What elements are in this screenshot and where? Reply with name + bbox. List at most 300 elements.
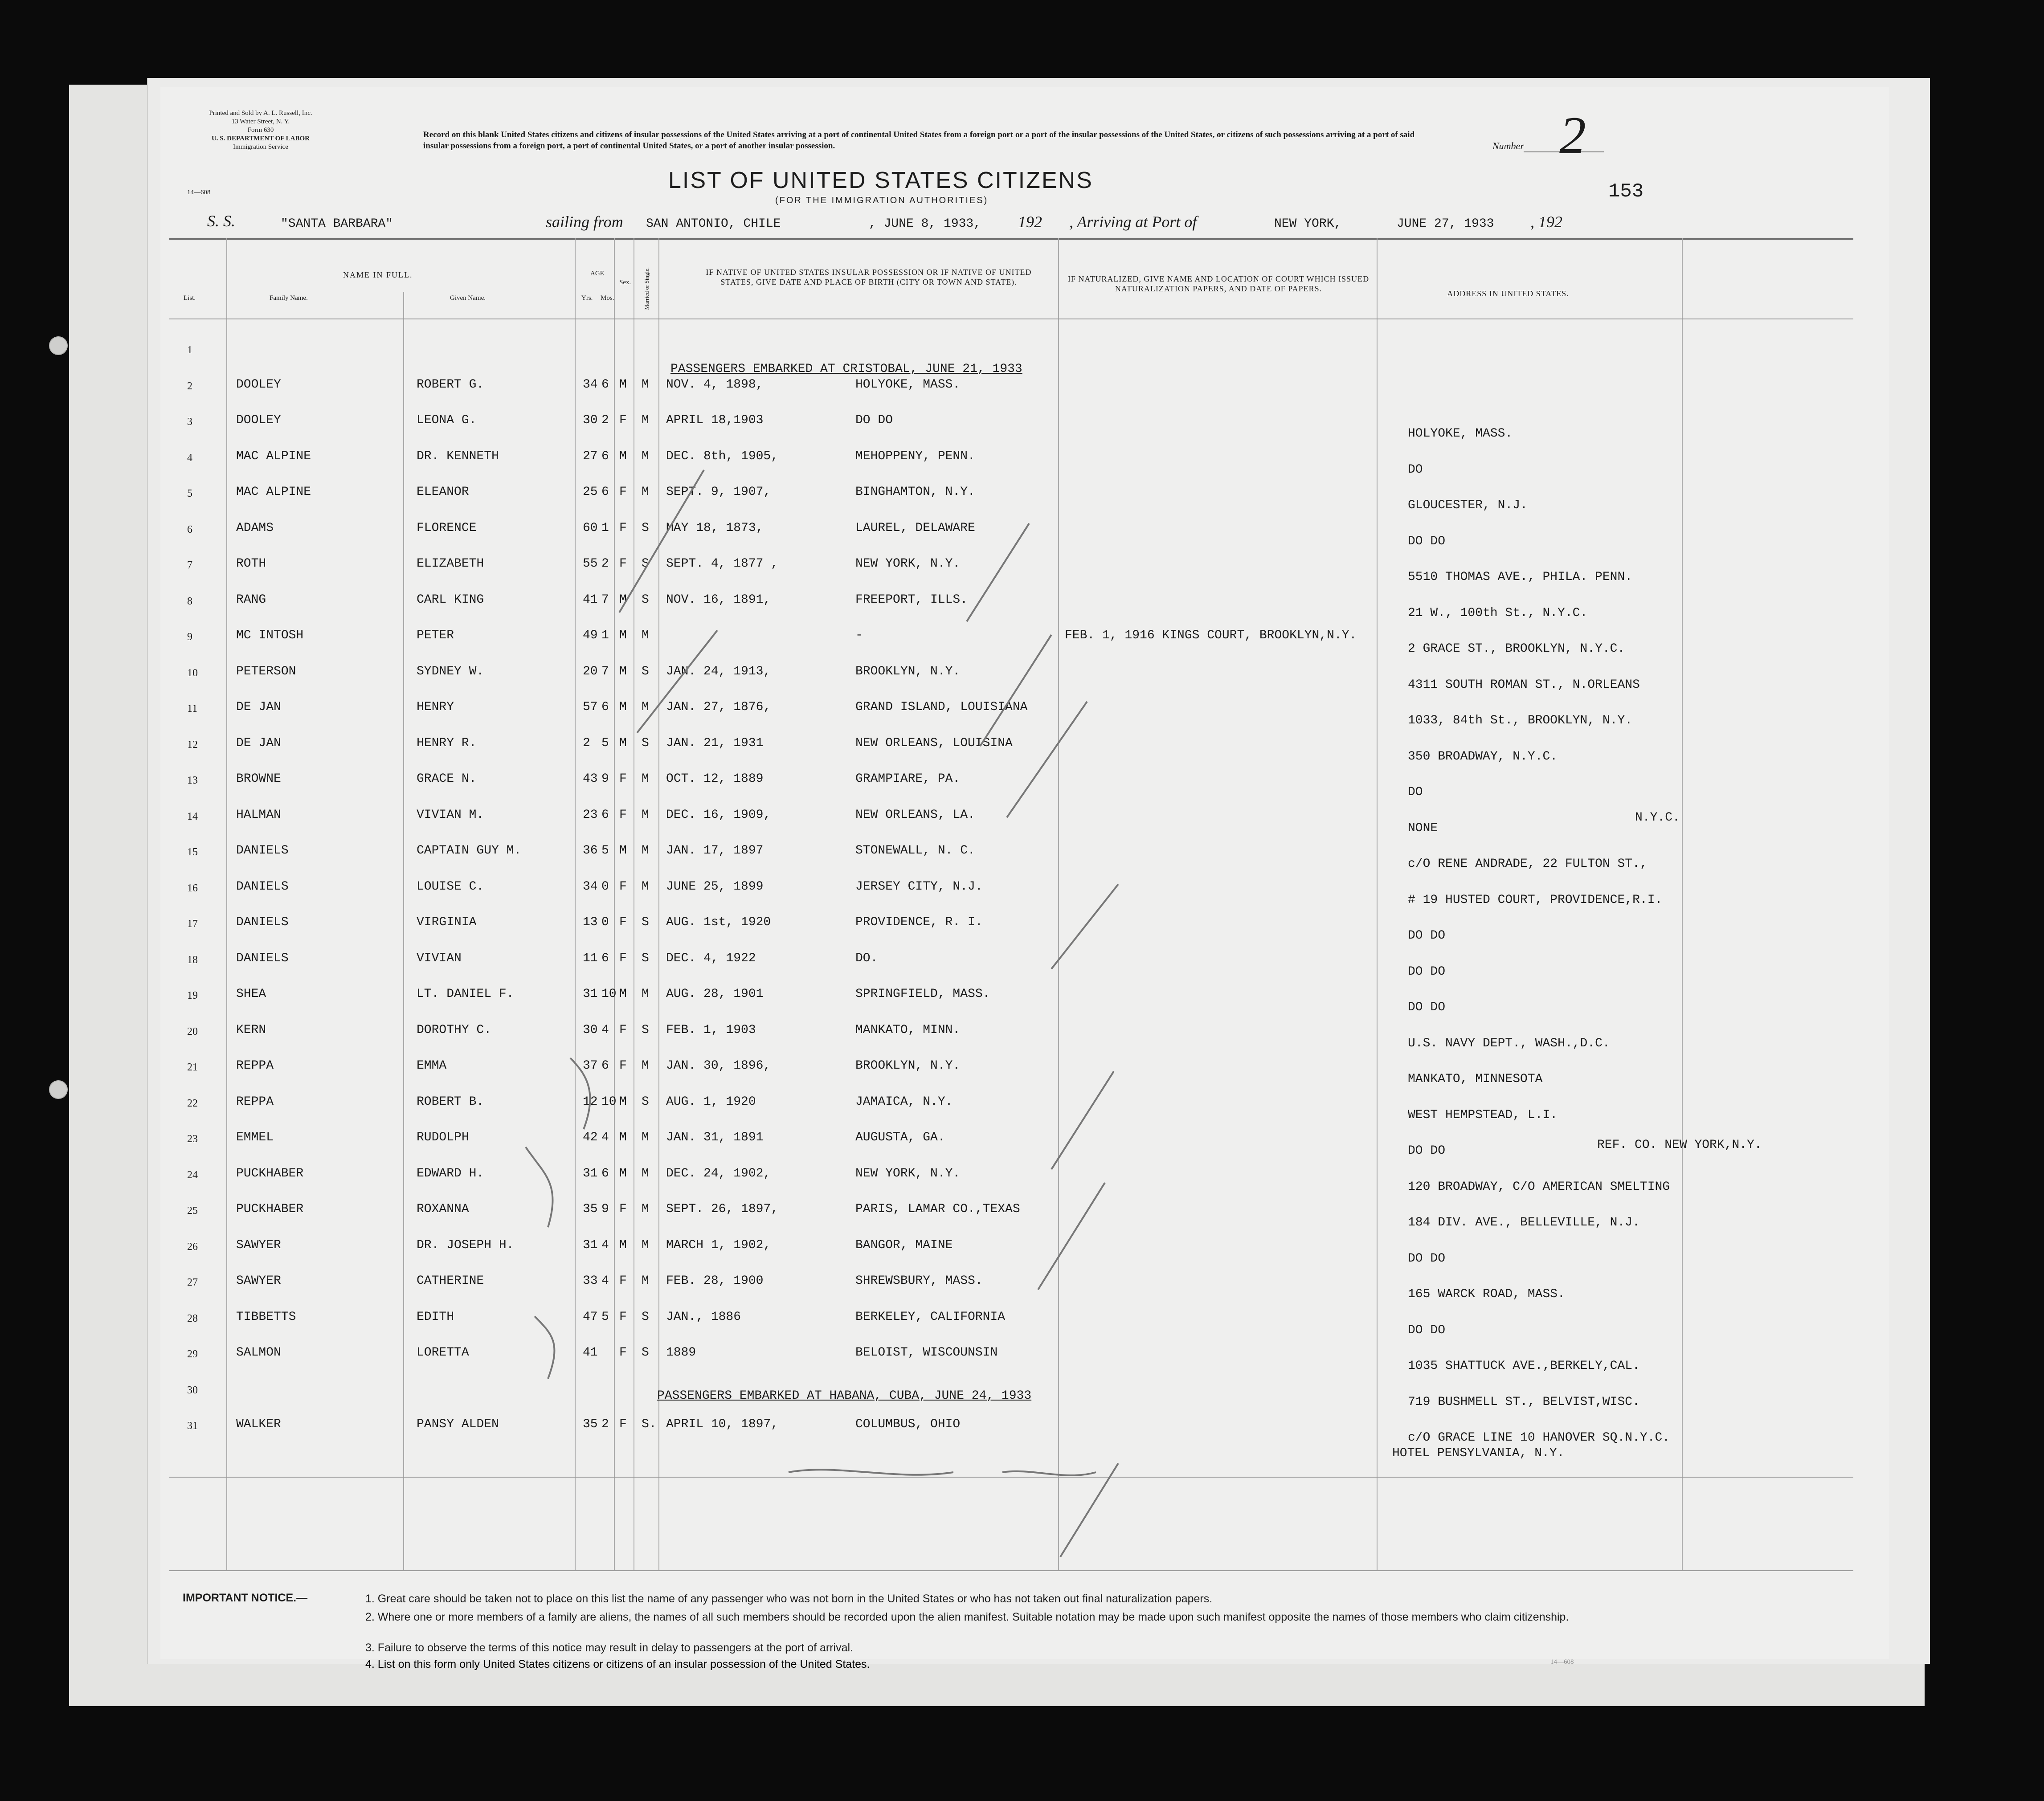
address: 184 DIV. AVE., BELLEVILLE, N.J. [1408,1216,1640,1229]
sex: M [619,987,627,1001]
row-number: 26 [187,1241,198,1253]
naturalization: FEB. 1, 1916 KINGS COURT, BROOKLYN,N.Y. [1065,629,1357,642]
age-months: 2 [601,1417,609,1431]
family-name: PUCKHABER [236,1166,304,1180]
age-years: 41 [583,1346,598,1360]
sex: F [619,1202,627,1216]
birth-place: BINGHAMTON, N.Y. [855,485,975,499]
address: GLOUCESTER, N.J. [1408,498,1528,512]
age-years: 25 [583,485,598,499]
notice-label: IMPORTANT NOTICE.— [183,1592,308,1604]
marital-status: M [642,629,649,642]
sex: F [619,557,627,571]
row-number: 11 [187,703,198,715]
to-date: JUNE 27, 1933 [1397,217,1494,231]
age-months: 10 [601,987,617,1001]
age-years: 31 [583,1166,598,1180]
sex: F [619,485,627,499]
birth-date: FEB. 1, 1903 [666,1023,756,1037]
given-name: HENRY [417,700,454,714]
age-months: 0 [601,915,609,929]
age-months: 5 [601,1310,609,1324]
row-number: 6 [187,523,192,535]
row-number: 29 [187,1348,198,1360]
given-name: EDITH [417,1310,454,1324]
address: 1035 SHATTUCK AVE.,BERKELY,CAL. [1408,1359,1640,1373]
age-years: 23 [583,808,598,822]
number-value: 2 [1559,106,1586,165]
family-name: RANG [236,592,266,607]
age-years: 30 [583,1023,598,1037]
printer-line: Form 630 [247,127,274,134]
header-name-in-full: NAME IN FULL. [343,270,413,279]
birth-date: NOV. 16, 1891, [666,592,771,607]
age-years: 31 [583,1238,598,1252]
birth-place: PROVIDENCE, R. I. [855,915,983,929]
birth-place: AUGUSTA, GA. [855,1131,945,1144]
given-name: ROBERT B. [417,1094,484,1109]
age-months: 6 [601,377,609,392]
row-number: 2 [187,380,192,392]
family-name: MAC ALPINE [236,485,311,499]
age-years: 43 [583,772,598,786]
row-number: 16 [187,882,198,894]
row-number: 30 [187,1384,198,1396]
birth-date: DEC. 16, 1909, [666,808,771,822]
given-name: RUDOLPH [417,1131,469,1144]
age-months: 1 [601,521,609,535]
age-years: 41 [583,592,598,607]
header-mos: Mos. [601,294,614,302]
address: DO DO [1408,1144,1446,1158]
birth-date: FEB. 28, 1900 [666,1274,764,1288]
row-number: 20 [187,1025,198,1037]
age-years: 42 [583,1131,598,1144]
given-name: DR. JOSEPH H. [417,1238,514,1252]
marital-status: M [642,772,649,786]
sex: F [619,1346,627,1360]
address: 120 BROADWAY, C/O AMERICAN SMELTING [1408,1180,1670,1194]
address: DO DO [1408,929,1446,943]
family-name: EMMEL [236,1131,274,1144]
age-months: 6 [601,449,609,463]
row-number: 10 [187,667,198,679]
family-name: DE JAN [236,736,281,750]
birth-place: MANKATO, MINN. [855,1023,961,1037]
given-name: ELEANOR [417,485,469,499]
age-months: 6 [601,1166,609,1180]
age-months: 6 [601,808,609,822]
sex: F [619,772,627,786]
marital-status: S [642,915,649,929]
sex: F [619,951,627,965]
age-years: 34 [583,879,598,894]
birth-place: COLUMBUS, OHIO [855,1417,961,1431]
address: DO DO [1408,1251,1446,1266]
row-number: 22 [187,1097,198,1109]
given-name: EDWARD H. [417,1166,484,1180]
address: 165 WARCK ROAD, MASS. [1408,1287,1565,1301]
birth-place: NEW ORLEANS, LA. [855,808,975,822]
birth-date: MARCH 1, 1902, [666,1238,771,1252]
family-name: DANIELS [236,951,289,965]
given-name: DOROTHY C. [417,1023,492,1037]
age-months: 7 [601,592,609,607]
notice-item-2: 2. Where one or more members of a family are aliens, the names of all such members should be recorded upon the alien manifest. Suitable notation may be made upon such manifest opposite the names of those members who claim citizenship. [365,1611,1569,1623]
sex: M [619,377,627,392]
marital-status: S [642,736,649,750]
header-naturalized: IF NATURALIZED, GIVE NAME AND LOCATION OF COURT WHICH ISSUED NATURALIZATION PAPERS, AND DATE OF PAPERS. [1067,274,1369,293]
birth-place: PARIS, LAMAR CO.,TEXAS [855,1202,1020,1216]
age-years: 49 [583,629,598,642]
row-number: 18 [187,954,198,966]
birth-date: DEC. 8th, 1905, [666,449,779,463]
age-years: 27 [583,449,598,463]
marital-status: M [642,1238,649,1252]
birth-place: SHREWSBURY, MASS. [855,1274,983,1288]
family-name: SALMON [236,1346,281,1360]
age-months: 4 [601,1023,609,1037]
birth-place: NEW YORK, N.Y. [855,1166,961,1180]
family-name: PUCKHABER [236,1202,304,1216]
age-years: 57 [583,700,598,714]
address-extra: N.Y.C. [1635,811,1680,825]
manifest-page [160,87,1889,1659]
page-title: LIST OF UNITED STATES CITIZENS [668,167,1093,193]
given-name: ROXANNA [417,1202,469,1216]
given-name: ELIZABETH [417,557,484,571]
header-age: AGE [590,270,604,277]
from-port: SAN ANTONIO, CHILE [646,217,781,231]
age-years: 34 [583,377,598,392]
form-code: 14—608 [187,189,211,196]
birth-place: GRAND ISLAND, LOUISIANA [855,700,1028,714]
address: U.S. NAVY DEPT., WASH.,D.C. [1408,1036,1610,1050]
birth-place: NEW ORLEANS, LOUISINA [855,736,1013,750]
header-birth: IF NATIVE OF UNITED STATES INSULAR POSSESSION OR IF NATIVE OF UNITED STATES, GIVE DATE AND PLACE OF BIRTH (CITY OR TOWN AND STATE). [706,268,1032,286]
age-months: 2 [601,557,609,571]
row-number: 19 [187,990,198,1001]
address: DO DO [1408,964,1446,979]
birth-date: OCT. 12, 1889 [666,772,764,786]
pencil-annotations [160,87,1889,1659]
sex: F [619,808,627,822]
address: DO DO [1408,534,1446,548]
address-extra: HOTEL PENSYLVANIA, N.Y. [1392,1446,1565,1460]
birth-date: JAN., 1886 [666,1310,741,1324]
family-name: DOOLEY [236,377,281,392]
row-number: 14 [187,810,198,822]
age-years: 47 [583,1310,598,1324]
row-number: 3 [187,416,192,428]
age-years: 2 [583,736,590,750]
given-name: PETER [417,629,454,642]
birth-date: AUG. 1st, 1920 [666,915,771,929]
family-name: REPPA [236,1094,274,1109]
sex: M [619,592,627,607]
address: HOLYOKE, MASS. [1408,427,1513,441]
given-name: PANSY ALDEN [417,1417,499,1431]
header-address: ADDRESS IN UNITED STATES. [1447,289,1569,298]
family-name: DANIELS [236,879,289,894]
address-extra: REF. CO. NEW YORK,N.Y. [1597,1138,1762,1152]
marital-status: M [642,1202,649,1216]
row-number: 8 [187,595,192,607]
marital-status: S [642,557,649,571]
age-months: 4 [601,1131,609,1144]
birth-date: SEPT. 4, 1877 , [666,557,779,571]
sex: F [619,521,627,535]
birth-date: DEC. 24, 1902, [666,1166,771,1180]
row-number: 9 [187,631,192,643]
given-name: GRACE N. [417,772,477,786]
given-name: LORETTA [417,1346,469,1360]
family-name: ADAMS [236,521,274,535]
family-name: REPPA [236,1059,274,1073]
address: DO DO [1408,1001,1446,1014]
header-yrs: Yrs. [581,294,593,302]
address: 350 BROADWAY, N.Y.C. [1408,749,1558,764]
given-name: CARL KING [417,592,484,607]
page-subtitle: (FOR THE IMMIGRATION AUTHORITIES) [775,196,989,205]
sex: M [619,700,627,714]
birth-place: JAMAICA, N.Y. [855,1094,953,1109]
age-years: 31 [583,987,598,1001]
marital-status: M [642,987,649,1001]
birth-date: 1889 [666,1346,696,1360]
sex: F [619,413,627,427]
birth-date: JAN. 27, 1876, [666,700,771,714]
year-prefix-2: , 192 [1530,213,1562,231]
age-months: 9 [601,772,609,786]
row-number: 24 [187,1169,198,1181]
sex: M [619,629,627,642]
birth-date: JAN. 24, 1913, [666,664,771,678]
row-number: 21 [187,1062,198,1073]
age-months: 4 [601,1238,609,1252]
family-name: MC INTOSH [236,629,304,642]
marital-status: S [642,1094,649,1109]
row-number: 5 [187,488,192,499]
birth-place: JERSEY CITY, N.J. [855,879,983,894]
marital-status: M [642,413,649,427]
given-name: LOUISE C. [417,879,484,894]
birth-place: MEHOPPENY, PENN. [855,449,975,463]
given-name: VIVIAN M. [417,808,484,822]
birth-date: MAY 18, 1873, [666,521,764,535]
age-years: 35 [583,1417,598,1431]
sex: F [619,915,627,929]
sex: F [619,879,627,894]
section-habana: PASSENGERS EMBARKED AT HABANA, CUBA, JUNE 24, 1933 [657,1389,1032,1403]
birth-date: DEC. 4, 1922 [666,951,756,965]
birth-date: JAN. 17, 1897 [666,844,764,858]
marital-status: M [642,377,649,392]
given-name: LEONA G. [417,413,477,427]
given-name: CAPTAIN GUY M. [417,844,522,858]
address: c/O RENE ANDRADE, 22 FULTON ST., [1408,857,1647,871]
sex: F [619,1417,627,1431]
sex: M [619,664,627,678]
row-number: 1 [187,344,192,356]
age-months: 1 [601,629,609,642]
arriving-label: , Arriving at Port of [1069,213,1197,231]
footer-form-code: 14—608 [1550,1658,1574,1666]
given-name: ROBERT G. [417,377,484,392]
ship-name: "SANTA BARBARA" [281,217,393,231]
marital-status: S [642,1023,649,1037]
notice-item-4: 4. List on this form only United States citizens or citizens of an insular possession of the United States. [365,1658,870,1670]
address: 2 GRACE ST., BROOKLYN, N.Y.C. [1408,642,1625,656]
header-given-name: Given Name. [450,294,486,302]
birth-date: SEPT. 9, 1907, [666,485,771,499]
birth-date: NOV. 4, 1898, [666,377,764,392]
age-years: 60 [583,521,598,535]
age-years: 20 [583,664,598,678]
marital-status: M [642,879,649,894]
given-name: FLORENCE [417,521,477,535]
from-date: , JUNE 8, 1933, [869,217,981,231]
marital-status: M [642,1059,649,1073]
birth-date: SEPT. 26, 1897, [666,1202,779,1216]
header-family-name: Family Name. [270,294,308,302]
birth-place: - [855,629,863,642]
birth-place: BROOKLYN, N.Y. [855,664,961,678]
birth-place: BROOKLYN, N.Y. [855,1059,961,1073]
sex: F [619,1310,627,1324]
birth-date: JAN. 21, 1931 [666,736,764,750]
family-name: DE JAN [236,700,281,714]
sex: M [619,1131,627,1144]
birth-place: BANGOR, MAINE [855,1238,953,1252]
marital-status: M [642,808,649,822]
to-port: NEW YORK, [1274,217,1342,231]
address: DO [1408,462,1423,477]
age-months: 10 [601,1094,617,1109]
year-prefix-1: 192 [1018,213,1042,231]
address: NONE [1408,821,1438,835]
given-name: CATHERINE [417,1274,484,1288]
sex: M [619,449,627,463]
address: DO [1408,785,1423,799]
header-sex: Sex. [619,279,631,286]
sex: M [619,1166,627,1180]
marital-status: S [642,664,649,678]
age-months: 2 [601,413,609,427]
age-years: 33 [583,1274,598,1288]
marital-status: S [642,521,649,535]
notice-item-3: 3. Failure to observe the terms of this notice may result in delay to passengers at the port of arrival. [365,1642,853,1654]
family-name: KERN [236,1023,266,1037]
sailing-label: sailing from [546,213,623,231]
marital-status: S [642,1310,649,1324]
ss-label: S. S. [207,212,235,230]
age-months: 4 [601,1274,609,1288]
sex: M [619,1238,627,1252]
birth-place: DO. [855,951,878,965]
given-name: VIVIAN [417,951,462,965]
age-months: 6 [601,485,609,499]
address: MANKATO, MINNESOTA [1408,1072,1543,1086]
sex: M [619,736,627,750]
birth-place: NEW YORK, N.Y. [855,557,961,571]
address: 21 W., 100th St., N.Y.C. [1408,606,1588,620]
marital-status: M [642,1166,649,1180]
marital-status: S [642,592,649,607]
family-name: SHEA [236,987,266,1001]
birth-place: FREEPORT, ILLS. [855,592,968,607]
age-years: 55 [583,557,598,571]
family-name: DOOLEY [236,413,281,427]
marital-status: M [642,485,649,499]
family-name: SAWYER [236,1238,281,1252]
row-number: 17 [187,918,198,930]
age-months: 6 [601,951,609,965]
family-name: SAWYER [236,1274,281,1288]
address: 5510 THOMAS AVE., PHILA. PENN. [1408,570,1633,584]
birth-place: LAUREL, DELAWARE [855,521,975,535]
age-months: 0 [601,879,609,894]
row-number: 25 [187,1205,198,1217]
address: WEST HEMPSTEAD, L.I. [1408,1108,1558,1122]
age-months: 9 [601,1202,609,1216]
family-name: DANIELS [236,915,289,929]
stamp-number: 153 [1608,180,1644,203]
printer-line: U. S. DEPARTMENT OF LABOR [211,135,310,142]
header-married: Married or Single. [643,267,650,310]
notice-item-1: 1. Great care should be taken not to place on this list the name of any passenger who was not born in the United States or who has not taken out final naturalization papers. [365,1593,1213,1605]
row-number: 7 [187,559,192,571]
family-name: BROWNE [236,772,281,786]
given-name: HENRY R. [417,736,477,750]
number-label: Number [1492,140,1524,151]
sex: F [619,1274,627,1288]
row-number: 4 [187,452,192,464]
age-months: 5 [601,736,609,750]
address: c/O GRACE LINE 10 HANOVER SQ.N.Y.C. [1408,1431,1670,1445]
sex: F [619,1023,627,1037]
birth-date: APRIL 10, 1897, [666,1417,779,1431]
marital-status: M [642,700,649,714]
age-months: 5 [601,844,609,858]
family-name: HALMAN [236,808,281,822]
sex: M [619,1094,627,1109]
age-months: 6 [601,700,609,714]
birth-date: JAN. 30, 1896, [666,1059,771,1073]
given-name: VIRGINIA [417,915,477,929]
header-list: List. [184,294,196,302]
marital-status: S [642,951,649,965]
age-years: 30 [583,413,598,427]
age-years: 35 [583,1202,598,1216]
birth-place: STONEWALL, N. C. [855,844,975,858]
birth-date: APRIL 18,1903 [666,413,764,427]
birth-place: DO DO [855,413,893,427]
age-years: 36 [583,844,598,858]
marital-status: M [642,844,649,858]
family-name: DANIELS [236,844,289,858]
address: DO DO [1408,1323,1446,1337]
printer-line: 13 Water Street, N. Y. [231,118,290,125]
section-cristobal: PASSENGERS EMBARKED AT CRISTOBAL, JUNE 21, 1933 [670,362,1022,376]
family-name: MAC ALPINE [236,449,311,463]
given-name: EMMA [417,1059,447,1073]
row-number: 15 [187,846,198,858]
address: # 19 HUSTED COURT, PROVIDENCE,R.I. [1408,893,1663,907]
birth-place: BELOIST, WISCOUNSIN [855,1346,998,1360]
address: 719 BUSHMELL ST., BELVIST,WISC. [1408,1395,1640,1409]
birth-date: AUG. 1, 1920 [666,1094,756,1109]
